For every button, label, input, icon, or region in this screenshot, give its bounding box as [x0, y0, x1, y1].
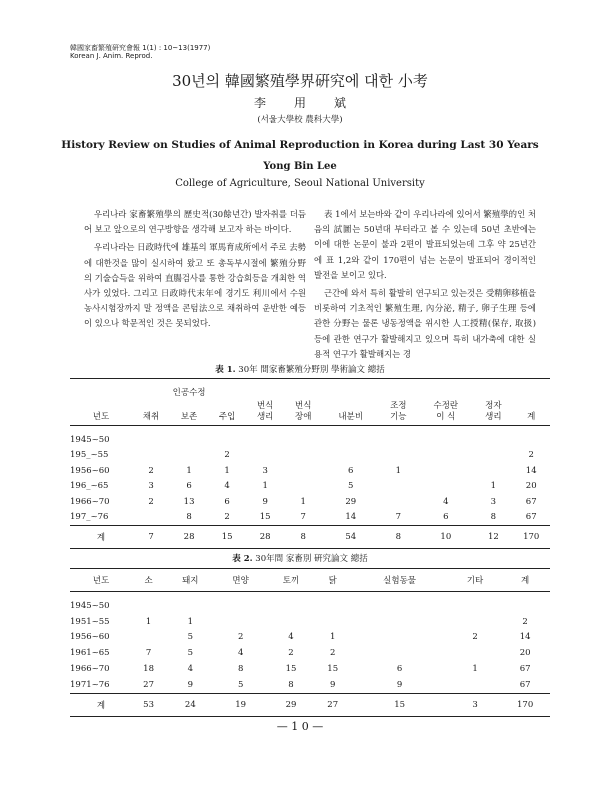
count-cell [349, 614, 450, 630]
count-cell: 2 [288, 648, 294, 659]
count-cell: 7 [300, 512, 306, 523]
count-cell: 67 [519, 664, 531, 675]
count-cell: 27 [143, 679, 154, 690]
total-cell: 계 [70, 693, 132, 716]
table-row [70, 448, 550, 464]
count-cell: 8 [237, 664, 244, 675]
count-cell [474, 448, 512, 464]
count-cell: 1 [187, 616, 194, 627]
count-cell: 6 [186, 481, 192, 492]
count-cell [322, 448, 379, 464]
table1-caption-label: 表 1. [215, 365, 236, 375]
count-cell [284, 463, 322, 479]
total-cell: 28 [170, 526, 208, 549]
body-right-column [314, 207, 536, 365]
count-cell [208, 426, 246, 448]
count-cell: 3 [262, 465, 268, 476]
table2-caption [0, 552, 600, 564]
count-cell [474, 463, 512, 479]
table-row [70, 614, 550, 630]
t2-header-cell: 년도 [70, 569, 132, 592]
count-cell: 13 [183, 496, 195, 507]
year-cell: 195_~55 [70, 450, 109, 461]
count-cell: 15 [259, 512, 271, 523]
table-row [70, 494, 550, 510]
count-cell [266, 592, 316, 614]
year-cell: 197_~76 [70, 512, 109, 523]
count-cell [284, 426, 322, 448]
table-row [70, 592, 550, 614]
count-cell [379, 448, 417, 464]
count-cell [379, 494, 417, 510]
count-cell [132, 592, 165, 614]
count-cell: 2 [472, 632, 478, 643]
table1-caption [0, 363, 600, 375]
t2-header-cell: 실험동물 [349, 569, 450, 592]
count-cell [349, 592, 450, 614]
total-cell: 53 [132, 693, 165, 716]
title-english: History Review on Studies of Animal Reproduction in Korea during Last 30 Years [61, 139, 539, 151]
year-cell: 1945~50 [70, 600, 110, 611]
count-cell [132, 448, 170, 464]
count-cell: 9 [262, 496, 268, 507]
table-row [70, 479, 550, 495]
total-cell: 24 [165, 693, 215, 716]
count-cell: 20 [519, 648, 531, 659]
count-cell: 8 [490, 512, 497, 523]
count-cell: 18 [143, 664, 154, 675]
count-cell: 5 [237, 679, 244, 690]
count-cell: 5 [187, 648, 194, 659]
count-cell: 9 [396, 679, 403, 690]
table2-caption-label: 表 2. [232, 554, 253, 564]
count-cell [316, 614, 349, 630]
journal-line-1: 韓國家畜繁殖硏究會報 1(1) : 10~13(1977) [70, 44, 211, 52]
count-cell: 9 [330, 679, 336, 690]
t1-header-cell: 계 [512, 401, 550, 426]
t1-header-cell: 수정란 이 식 [417, 401, 474, 426]
count-cell: 4 [288, 632, 294, 643]
count-cell [266, 614, 316, 630]
count-cell [450, 677, 500, 693]
count-cell: 1 [262, 481, 268, 492]
count-cell [450, 592, 500, 614]
year-cell: 1961~65 [70, 648, 110, 659]
t1-header-cell: 내분비 [322, 401, 379, 426]
year-cell: 1966~70 [70, 664, 110, 675]
count-cell: 20 [525, 481, 537, 492]
t1-header-cell: 보존 [170, 401, 208, 426]
total-cell: 7 [132, 526, 170, 549]
count-cell: 7 [145, 648, 152, 659]
count-cell [450, 614, 500, 630]
author-korean: 李用斌 [253, 96, 374, 110]
count-cell: 5 [187, 632, 194, 643]
table-row [70, 661, 550, 677]
count-cell: 2 [528, 450, 534, 461]
count-cell [417, 448, 474, 464]
affiliation-korean: (서울大學校 農科大學) [257, 115, 343, 125]
author-english: Yong Bin Lee [263, 161, 337, 172]
count-cell [417, 463, 474, 479]
count-cell: 6 [348, 465, 354, 476]
count-cell: 9 [187, 679, 194, 690]
count-cell [379, 426, 417, 448]
table-row [70, 463, 550, 479]
count-cell: 6 [396, 664, 403, 675]
count-cell: 1 [472, 664, 478, 675]
count-cell [132, 426, 170, 448]
table-row [70, 510, 550, 526]
t1-header-cell: 번식 장애 [284, 401, 322, 426]
count-cell: 29 [345, 496, 357, 507]
table-row [70, 645, 550, 661]
paragraph: 表 1에서 보는바와 같이 우리나라에 있어서 繁殖學的인 처음의 試圖는 50년대 부터라고 볼 수 있는데 50년 초반에는 이에 대한 논문이 불과 2편이 발표되었는데 그후 약 25년간에 표 1,2와 같이 170편이 넘는 논문이 발표되어 경이적인 발전을 보이고 있다. [314, 209, 536, 280]
journal-header [70, 44, 210, 60]
body-left-column [84, 207, 306, 335]
count-cell: 8 [186, 512, 192, 523]
table2 [70, 568, 550, 717]
count-cell: 15 [327, 664, 339, 675]
count-cell [417, 426, 474, 448]
total-cell: 계 [70, 526, 132, 549]
total-cell: 27 [316, 693, 349, 716]
count-cell [500, 592, 550, 614]
count-cell: 14 [519, 632, 531, 643]
total-cell: 170 [500, 693, 550, 716]
t2-header-cell: 기타 [450, 569, 500, 592]
count-cell [215, 614, 265, 630]
total-cell: 54 [322, 526, 379, 549]
count-cell [170, 426, 208, 448]
table2-caption-text: 30年間 家畜別 硏究論文 總括 [255, 554, 368, 564]
count-cell: 14 [345, 512, 357, 523]
year-cell: 1956~60 [70, 465, 110, 476]
total-row [70, 693, 550, 716]
t1-header-cell: 정자 생리 [474, 401, 512, 426]
count-cell [284, 448, 322, 464]
year-cell: 1956~60 [70, 632, 110, 643]
count-cell [165, 592, 215, 614]
total-cell: 12 [474, 526, 512, 549]
t2-header-cell: 돼지 [165, 569, 215, 592]
total-cell: 15 [349, 693, 450, 716]
count-cell: 15 [285, 664, 297, 675]
year-cell: 1971~76 [70, 679, 110, 690]
table-row [70, 630, 550, 646]
table1-group-header: 인공수정 [172, 388, 206, 398]
t2-header-cell: 소 [132, 569, 165, 592]
paragraph: 우리나라는 日政時代에 雄基의 軍馬育成所에서 주로 去勢에 대한것을 많이 실시하여 왔고 또 총독부시절에 繁殖分野의 기술습득을 위하여 直腸검사를 통한 강습회등을 개최한 역사가 있었다. 그리고 日政時代末年에 경기도 利川에서 수원농사시험장까지 말 정액을 콘텀法으로 채취하여 운반한 예등이 있으나 학문적인 것은 못되었다. [84, 242, 306, 329]
count-cell: 2 [224, 512, 230, 523]
count-cell: 1 [490, 481, 497, 492]
count-cell [132, 510, 170, 526]
table-row [70, 677, 550, 693]
table1-caption-text: 30年 間家畜繁殖分野別 學術論文 總括 [238, 365, 385, 375]
count-cell: 3 [490, 496, 497, 507]
t2-header-cell: 계 [500, 569, 550, 592]
count-cell: 3 [148, 481, 154, 492]
total-cell: 29 [266, 693, 316, 716]
count-cell: 4 [187, 664, 194, 675]
count-cell [284, 479, 322, 495]
count-cell [417, 479, 474, 495]
count-cell [246, 426, 284, 448]
count-cell [132, 630, 165, 646]
t1-header-cell: 주입 [208, 401, 246, 426]
count-cell: 2 [237, 632, 244, 643]
count-cell: 2 [148, 496, 154, 507]
table1 [70, 378, 550, 549]
t1-header-cell: 채취 [132, 401, 170, 426]
count-cell [450, 645, 500, 661]
t1-header-cell: 번식 생리 [246, 401, 284, 426]
count-cell: 2 [522, 616, 528, 627]
t1-header-cell: 년도 [70, 401, 132, 426]
count-cell: 67 [525, 496, 537, 507]
year-cell: 1966~70 [70, 496, 110, 507]
t2-header-cell: 면양 [215, 569, 265, 592]
year-cell: 196_~65 [70, 481, 109, 492]
count-cell [349, 630, 450, 646]
year-cell: 1951~55 [70, 616, 110, 627]
title-korean: 30년의 韓國繁殖學界硏究에 대한 小考 [172, 72, 428, 90]
page-number: — 1 0 — [276, 720, 324, 733]
count-cell: 1 [395, 465, 401, 476]
total-cell: 3 [450, 693, 500, 716]
count-cell: 4 [224, 481, 230, 492]
count-cell: 6 [224, 496, 230, 507]
count-cell: 6 [443, 512, 449, 523]
count-cell [474, 426, 512, 448]
affiliation-english: College of Agriculture, Seoul National University [175, 178, 425, 189]
total-cell: 19 [215, 693, 265, 716]
total-cell: 15 [208, 526, 246, 549]
paragraph: 근간에 와서 특히 활발히 연구되고 있는것은 受精卵移植을 비롯하여 기초적인 繁殖生理, 內分泌, 精子, 卵子生理 등에 관한 分野는 물론 냉동정액을 위시한 人工授精(保存, 取扱)등에 관한 연구가 활발해지고 있으며 특히 내가축에 대한 실용적 연구가 활발해지는 경 [314, 288, 536, 359]
count-cell: 4 [443, 496, 449, 507]
count-cell: 14 [525, 465, 537, 476]
count-cell [215, 592, 265, 614]
count-cell: 1 [300, 496, 306, 507]
total-cell: 170 [512, 526, 550, 549]
t2-header-cell: 토끼 [266, 569, 316, 592]
count-cell: 2 [148, 465, 154, 476]
count-cell: 4 [237, 648, 244, 659]
count-cell [349, 645, 450, 661]
total-cell: 8 [284, 526, 322, 549]
journal-line-2: Korean J. Anim. Reprod. [70, 52, 153, 60]
count-cell: 2 [330, 648, 336, 659]
count-cell: 1 [186, 465, 192, 476]
total-row [70, 526, 550, 549]
count-cell: 67 [519, 679, 531, 690]
count-cell: 5 [348, 481, 354, 492]
count-cell [379, 479, 417, 495]
t1-header-cell: 조정 기능 [379, 401, 417, 426]
count-cell: 2 [224, 450, 230, 461]
count-cell: 7 [395, 512, 401, 523]
total-cell: 8 [379, 526, 417, 549]
count-cell [246, 448, 284, 464]
count-cell [512, 426, 550, 448]
table-row [70, 426, 550, 448]
count-cell [170, 448, 208, 464]
count-cell: 1 [224, 465, 230, 476]
count-cell: 1 [330, 632, 336, 643]
count-cell [316, 592, 349, 614]
t2-header-cell: 닭 [316, 569, 349, 592]
count-cell: 1 [145, 616, 152, 627]
count-cell: 8 [288, 679, 294, 690]
year-cell: 1945~50 [70, 434, 110, 445]
total-cell: 28 [246, 526, 284, 549]
count-cell [322, 426, 379, 448]
total-cell: 10 [417, 526, 474, 549]
count-cell: 67 [525, 512, 537, 523]
paragraph: 우리나라 家畜繁殖學의 歷史적(30餘년간) 발자취를 더듬어 보고 앞으로의 연구방향을 생각해 보고자 하는 바이다. [84, 209, 306, 235]
